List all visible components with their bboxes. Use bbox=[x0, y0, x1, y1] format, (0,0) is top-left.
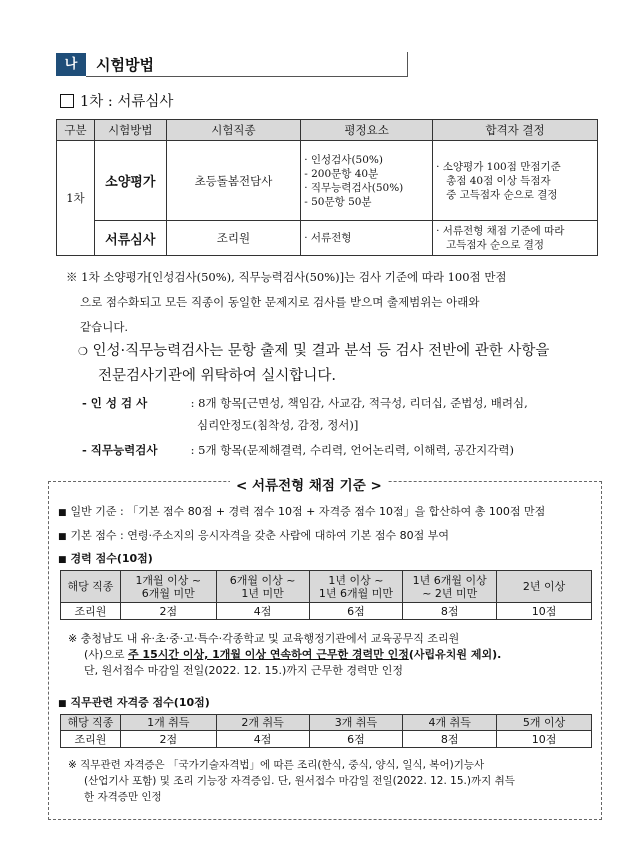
cert-header: 2개 취득 bbox=[216, 715, 309, 731]
note-mark: ※ bbox=[66, 270, 78, 284]
note-line: 으로 점수화되고 모든 직종이 동일한 문제지로 검사를 받으며 출제범위는 아래와 bbox=[80, 295, 480, 309]
job-cell: 초등돌봄전담사 bbox=[166, 141, 301, 221]
career-header: 1년 이상 ~ 1년 6개월 미만 bbox=[309, 571, 403, 603]
job-cell: 조리원 bbox=[166, 221, 301, 256]
cert-note bbox=[68, 757, 588, 805]
cert-header: 4개 취득 bbox=[403, 715, 497, 731]
table-row bbox=[61, 603, 592, 620]
factor-line: · 서류전형 bbox=[304, 232, 352, 244]
table-row bbox=[57, 221, 598, 256]
section-header bbox=[56, 52, 408, 76]
criteria-label: 일반 기준 : bbox=[70, 505, 124, 518]
note-text: (사립유치원 제외). bbox=[408, 648, 502, 661]
subheading-text: 1차 : 서류심사 bbox=[80, 94, 174, 110]
square-bullet-icon: ■ bbox=[58, 699, 67, 709]
bullet-text: 전문검사기관에 위탁하여 실시합니다. bbox=[98, 368, 336, 384]
header-stage: 구분 bbox=[57, 120, 95, 141]
header-decision: 합격자 결정 bbox=[433, 120, 598, 141]
decision-line: 총점 40점 이상 득점자 bbox=[446, 174, 551, 187]
criteria-label: 기본 점수 : bbox=[70, 529, 124, 542]
general-criteria bbox=[58, 503, 545, 519]
note-text: (사)으로 bbox=[84, 648, 128, 661]
career-cell: 10점 bbox=[497, 603, 592, 620]
emphasis-text: 주 15시간 이상, 1개월 이상 연속하여 근무한 경력만 인정 bbox=[127, 648, 409, 661]
factor-line: - 50문항 50분 bbox=[304, 195, 372, 208]
basic-score bbox=[58, 527, 449, 543]
bullet-text: 인성·직무능력검사는 문항 출제 및 결과 분석 등 검사 전반에 관한 사항을 bbox=[92, 343, 550, 359]
decision-line: 고득점자 순으로 결정 bbox=[446, 239, 545, 251]
cert-header: 해당 직종 bbox=[61, 715, 121, 731]
cert-cell: 2점 bbox=[120, 731, 216, 748]
square-bullet-icon: ■ bbox=[58, 532, 67, 542]
item-text: 심리안정도(침착성, 감정, 정서)] bbox=[197, 418, 359, 432]
section-rightline bbox=[407, 52, 408, 77]
note-line bbox=[66, 265, 600, 290]
cert-header: 3개 취득 bbox=[309, 715, 403, 731]
stage-cell: 1차 bbox=[57, 141, 95, 256]
note-mark: ※ bbox=[68, 759, 77, 771]
criteria-text: 「기본 점수 80점 + 경력 점수 10점 + 자격증 점수 10점」을 합산하여 총 100점 만점 bbox=[127, 505, 546, 518]
decision-cell bbox=[433, 221, 598, 256]
cert-header: 5개 이상 bbox=[497, 715, 592, 731]
table-header-row bbox=[57, 120, 598, 141]
cert-cell: 6점 bbox=[309, 731, 403, 748]
career-header: 2년 이상 bbox=[497, 571, 592, 603]
circle-bullet-icon: ❍ bbox=[78, 345, 88, 358]
checkbox-icon bbox=[60, 94, 74, 108]
factor-line: · 인성검사(50%) bbox=[304, 153, 383, 166]
section-underline bbox=[86, 76, 408, 77]
personality-test-item bbox=[82, 392, 602, 436]
decision-line: · 소양평가 100점 만점기준 bbox=[436, 160, 561, 173]
square-bullet-icon: ■ bbox=[58, 555, 67, 565]
item-label: - 인 성 검 사 bbox=[82, 396, 148, 410]
header-job: 시험직종 bbox=[166, 120, 301, 141]
career-score-title bbox=[58, 550, 153, 566]
note-line: 한 자격증만 인정 bbox=[84, 791, 162, 803]
factors-cell bbox=[301, 221, 433, 256]
note-text: 충청남도 내 유·초·중·고·특수·각종학교 및 교육행정기관에서 교육공무직 조리원 bbox=[80, 632, 460, 645]
career-cell: 6점 bbox=[309, 603, 403, 620]
exam-note bbox=[66, 265, 600, 340]
method-cell: 소양평가 bbox=[94, 141, 166, 221]
cert-cell: 8점 bbox=[403, 731, 497, 748]
career-header: 1개월 이상 ~ 6개월 미만 bbox=[120, 571, 216, 603]
bullet-line bbox=[78, 339, 603, 364]
section-title: 시험방법 bbox=[96, 56, 154, 74]
note-line: 같습니다. bbox=[80, 320, 129, 334]
note-line bbox=[68, 631, 588, 647]
header-factors: 평정요소 bbox=[301, 120, 433, 141]
note-mark: ※ bbox=[68, 632, 78, 645]
cert-title-text: 직무관련 자격증 점수(10점) bbox=[70, 696, 210, 709]
career-header: 1년 6개월 이상 ~ 2년 미만 bbox=[403, 571, 497, 603]
item-label: - 직무능력검사 bbox=[82, 443, 158, 457]
career-note bbox=[68, 631, 588, 679]
note-text: 1차 소양평가[인성검사(50%), 직무능력검사(50%)]는 검사 기준에 따라 100점 만점 bbox=[81, 270, 507, 284]
table-header-row bbox=[61, 715, 592, 731]
career-score-table bbox=[60, 570, 592, 620]
career-cell: 2점 bbox=[120, 603, 216, 620]
decision-line: · 서류전형 채점 기준에 따라 bbox=[436, 225, 565, 237]
table-header-row bbox=[61, 571, 592, 603]
note-text: 직무관련 자격증은 「국가기술자격법」에 따른 조리(한식, 중식, 양식, 일식, 복어)기능사 bbox=[80, 759, 485, 771]
cert-cell: 10점 bbox=[497, 731, 592, 748]
section-badge: 나 bbox=[56, 53, 86, 76]
cert-cell: 조리원 bbox=[61, 731, 121, 748]
factor-line: - 200문항 40분 bbox=[304, 167, 379, 180]
decision-line: 중 고득점자 순으로 결정 bbox=[446, 188, 558, 201]
cert-cell: 4점 bbox=[216, 731, 309, 748]
cert-score-title bbox=[58, 694, 210, 710]
note-line bbox=[68, 757, 588, 773]
criteria-text: 연령·주소지의 응시자격을 갖춘 사람에 대하여 기본 점수 80점 부여 bbox=[127, 529, 449, 542]
career-header: 6개월 이상 ~ 1년 미만 bbox=[216, 571, 309, 603]
cert-header: 1개 취득 bbox=[120, 715, 216, 731]
note-line: (산업기사 포함) 및 조리 기능장 자격증임. 단, 원서접수 마감일 전일(2022. 12. 15.)까지 취득 bbox=[84, 775, 515, 787]
header-method: 시험방법 bbox=[94, 120, 166, 141]
method-cell: 서류심사 bbox=[94, 221, 166, 256]
table-row bbox=[57, 141, 598, 221]
decision-cell bbox=[433, 141, 598, 221]
exam-method-table bbox=[56, 119, 598, 256]
note-line bbox=[68, 647, 588, 663]
square-bullet-icon: ■ bbox=[58, 508, 67, 518]
career-cell: 조리원 bbox=[61, 603, 121, 620]
box-title: < 서류전형 채점 기준 > bbox=[230, 474, 388, 494]
item-text: : 5개 항목(문제해결력, 수리력, 언어논리력, 이해력, 공간지각력) bbox=[190, 443, 514, 457]
factors-cell bbox=[301, 141, 433, 221]
item-line bbox=[82, 392, 602, 414]
career-header: 해당 직종 bbox=[61, 571, 121, 603]
aptitude-test-item bbox=[82, 442, 602, 458]
subheading bbox=[60, 90, 173, 111]
outsourcing-bullet bbox=[78, 339, 603, 388]
cert-score-table bbox=[60, 714, 592, 748]
table-row bbox=[61, 731, 592, 748]
note-line: 단, 원서접수 마감일 전일(2022. 12. 15.)까지 근무한 경력만 인정 bbox=[84, 664, 404, 677]
career-title-text: 경력 점수(10점) bbox=[70, 552, 153, 565]
item-text: : 8개 항목[근면성, 책임감, 사교감, 적극성, 리더십, 준법성, 배려심, bbox=[190, 396, 528, 410]
factor-line: · 직무능력검사(50%) bbox=[304, 181, 404, 194]
career-cell: 8점 bbox=[403, 603, 497, 620]
career-cell: 4점 bbox=[216, 603, 309, 620]
